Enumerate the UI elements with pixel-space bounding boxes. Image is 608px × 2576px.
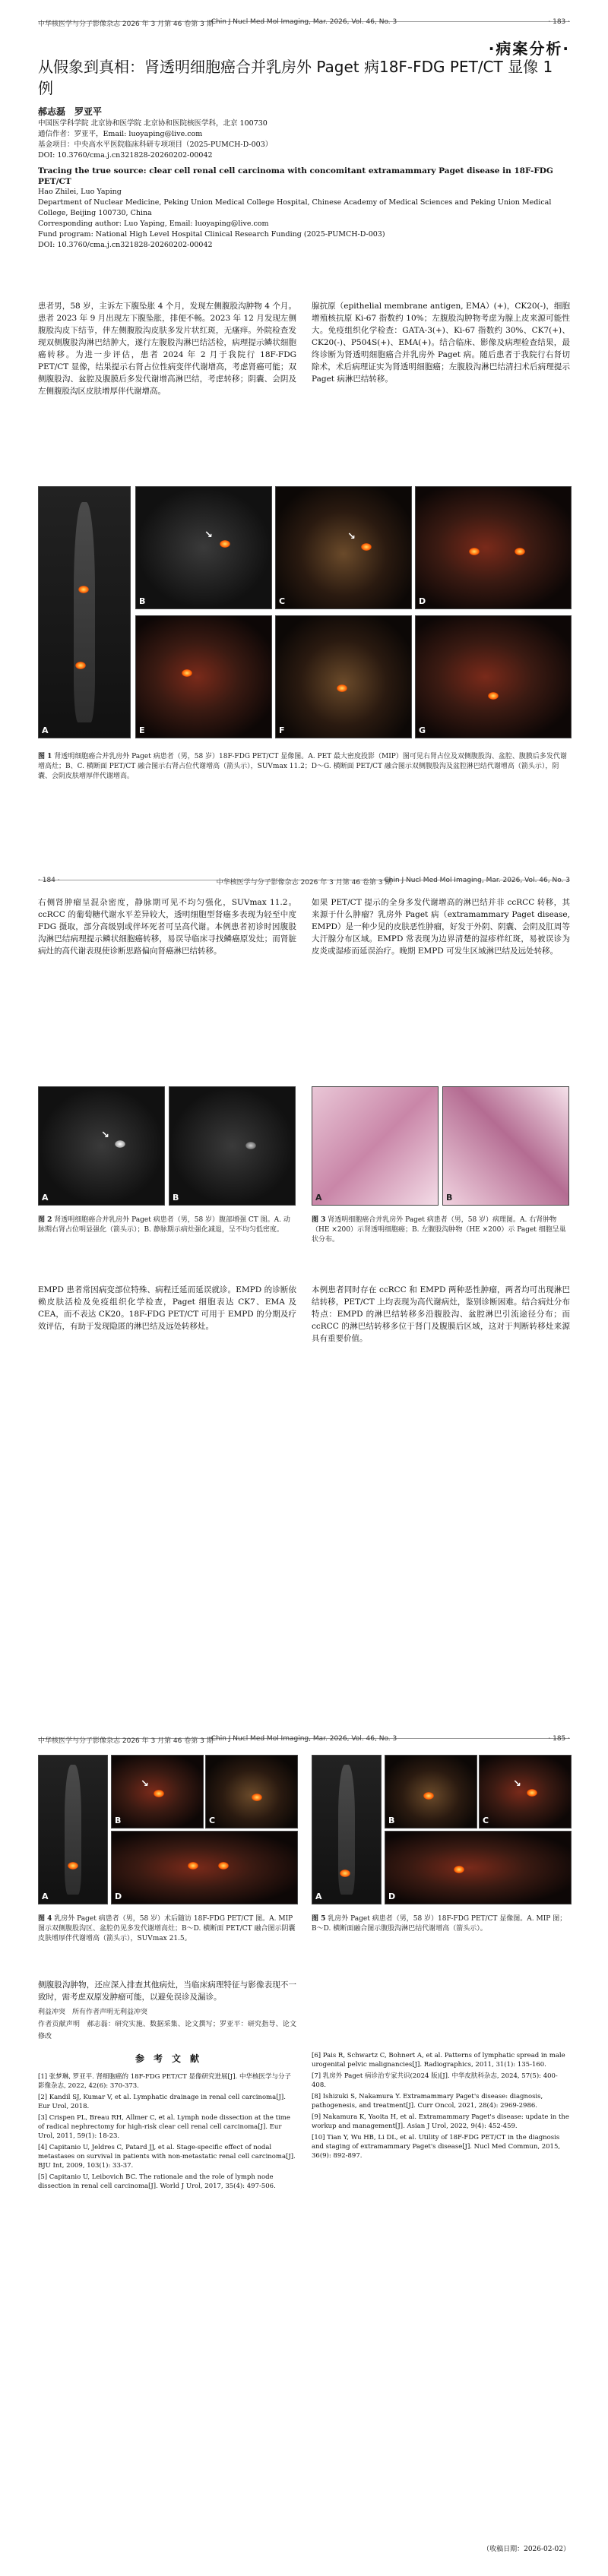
running-head	[38, 877, 570, 887]
panel-label: A	[315, 1892, 322, 1901]
panel-label: B	[388, 1816, 395, 1825]
reference-item: [5] Capitanio U, Leibovich BC. The rationale and the role of lymph node dissection in renal cell carcinoma[J]. World J Urol, 2017, 35(4): 497-506.	[38, 2173, 276, 2190]
figure-1-caption	[38, 752, 570, 782]
article-title: 从假象到真相：肾透明细胞癌合并乳房外 Paget 病18F-FDG PET/CT 显像 1 例	[38, 58, 553, 97]
figure-3	[312, 1086, 570, 1208]
page-2	[0, 858, 608, 1717]
english-authors: Hao Zhilei, Luo Yaping	[38, 188, 122, 196]
figure-1	[38, 486, 570, 744]
panel-label: G	[419, 725, 426, 735]
panel-label: D	[115, 1892, 122, 1901]
english-fund: Fund program: National High Level Hospital Clinical Research Funding (2025-PUMCH-D-003)	[38, 230, 385, 239]
references-right	[312, 2051, 570, 2163]
figure-4-caption	[38, 1914, 296, 1944]
panel-label: B	[139, 596, 146, 606]
authors: 郝志磊 罗亚平	[38, 106, 103, 117]
figure-3-caption-title: 图 3	[312, 1216, 326, 1224]
affiliation: 中国医学科学院 北京协和医学院 北京协和医院核医学科，北京 100730	[38, 119, 268, 128]
body-right-column: 如果 PET/CT 提示的全身多发代谢增高的淋巴结并非 ccRCC 转移，其来源于什么肿瘤？乳房外 Paget 病（extramammary Paget disease, EMPD）是一种少见的皮肤恶性肿瘤，好发于外阴、阴囊、会阴及肛周等大汗腺分布区域。EMPD 常表现为边界清楚的湿疹样红斑，易被误诊为皮炎或湿疹而延误治疗。晚期 EMPD 可发生区域淋巴结及远处转移。	[312, 898, 570, 956]
references-heading: 参 考 文 献	[135, 2053, 199, 2064]
body-right-column-2: 本例患者同时存在 ccRCC 和 EMPD 两种恶性肿瘤，两者均可出现淋巴结转移，PET/CT 上均表现为高代谢病灶，鉴别诊断困难。结合病灶分布特点：EMPD 的淋巴结转移多沿腹股沟、盆腔淋巴引流途径分布；而 ccRCC 的淋巴结转移多位于肾门及腹膜后区域，这对于判断转移灶来源具有重要价值。	[312, 1285, 570, 1343]
body-left-column: 患者男，58 岁，主诉左下腹坠胀 4 个月，发现左侧腹股沟肿物 4 个月。患者 2023 年 9 月出现左下腹坠胀，排便不畅。2023 年 12 月发现左侧腹股沟皮下结节，伴左侧腹股沟皮肤多发片状红斑，无瘙痒。外院检查发现双侧腹股沟淋巴结肿大，遂行左腹股沟淋巴结活检，病理提示鳞状细胞癌转移。为进一步评估，患者 2024 年 2 月于我院行 18F-FDG PET/CT 显像，结果提示右肾占位性病变伴代谢增高，考虑肾癌可能；双侧腹股沟、盆腔及腹膜后多发代谢增高淋巴结，考虑转移；阴囊、会阴及左侧腹股沟区皮肤增厚伴代谢增高。	[38, 302, 296, 396]
panel-label: F	[279, 725, 285, 735]
figure-5-caption-title: 图 5	[312, 1915, 326, 1923]
figure-2-caption-text: 肾透明细胞癌合并乳房外 Paget 病患者（男，58 岁）腹部增强 CT 图。A. 动脉期右肾占位明显强化（箭头示）；B. 静脉期示病灶强化减退，呈不均匀低密度。	[38, 1216, 290, 1234]
closing-text	[38, 1979, 570, 2055]
figure-5-caption-text: 乳房外 Paget 病患者（男，58 岁）18F-FDG PET/CT 显像图。A. MIP 图；B～D. 横断面融合图示腹股沟淋巴结代谢增高（箭头示）。	[312, 1915, 567, 1933]
english-affiliation: Department of Nuclear Medicine, Peking Union Medical College Hospital, Chinese Academy of Medical Sciences and Peking Union Medical College, Beijing 100730, China	[38, 198, 552, 217]
panel-label: A	[315, 1193, 322, 1203]
figure-1-panel-b: ↘ B	[135, 486, 272, 609]
page-1	[0, 0, 608, 858]
figure-5-panel-c: ↘ C	[479, 1755, 572, 1828]
doi: DOI: 10.3760/cma.j.cn321828-20260202-00042	[38, 151, 213, 160]
running-head	[38, 1735, 570, 1745]
panel-label: E	[139, 725, 145, 735]
figure-1-panel-g	[415, 615, 572, 738]
page-number: · 184 ·	[38, 877, 60, 884]
figure-4	[38, 1755, 296, 1907]
figure-5-panel-d	[385, 1831, 572, 1904]
page-3	[0, 1717, 608, 2576]
panel-label: A	[42, 1193, 49, 1203]
running-head-center: 中华核医学与分子影像杂志 2026 年 3 月第 46 卷第 3 期	[216, 879, 392, 887]
fund: 基金项目：中央高水平医院临床科研专项项目（2025-PUMCH-D-003）	[38, 141, 273, 149]
body-columns-top	[38, 896, 570, 1094]
figure-3-caption	[312, 1215, 570, 1245]
body-left-column-2: EMPD 患者常因病变部位特殊、病程迁延而延误就诊。EMPD 的诊断依赖皮肤活检及免疫组织化学检查，Paget 细胞表达 CK7、EMA 及 CEA，而不表达 CK20。18F-FDG PET/CT 可用于 EMPD 的分期及疗效评估，有助于发现隐匿的淋巴结及远处转移灶。	[38, 1285, 296, 1331]
figure-1-panel-a	[38, 486, 131, 738]
panel-label: A	[42, 1892, 49, 1901]
reference-item: [1] 张梦琳, 罗亚平. 肾细胞癌的 18F-FDG PET/CT 显像研究进展[J]. 中华核医学与分子影像杂志, 2022, 42(6): 370-373.	[38, 2073, 291, 2090]
panel-label: B	[446, 1193, 453, 1203]
panel-label: C	[483, 1816, 489, 1825]
page-number: · 185 ·	[548, 1735, 570, 1743]
figure-4-caption-title: 图 4	[38, 1915, 52, 1923]
figure-2-caption	[38, 1215, 296, 1235]
corresponding-author: 通信作者：罗亚平，Email: luoyaping@live.com	[38, 130, 203, 138]
figure-5	[312, 1755, 570, 1907]
panel-label: B	[173, 1193, 179, 1203]
panel-label: D	[419, 596, 426, 606]
figure-5-caption	[312, 1914, 570, 1934]
references	[38, 2051, 570, 2507]
reference-item: [3] Crispen PL, Breau RH, Allmer C, et al. Lymph node dissection at the time of radical nephrectomy for high-risk clear cell renal cell carcinoma[J]. Eur Urol, 2011, 59(1): 18-23.	[38, 2114, 290, 2140]
figure-4-panel-b: ↘ B	[111, 1755, 204, 1828]
figure-1-panel-f	[275, 615, 412, 738]
reference-item: [2] Kandil SJ, Kumar V, et al. Lymphatic drainage in renal cell carcinoma[J]. Eur Urol, 2018.	[38, 2094, 286, 2110]
conflict-statement: 利益冲突 所有作者声明无利益冲突	[38, 2009, 148, 2016]
figure-2	[38, 1086, 296, 1208]
figure-1-caption-title: 图 1	[38, 753, 52, 760]
body-right-column: 腺抗原（epithelial membrane antigen, EMA）(+)，CK20(-)，细胞增殖核抗原 Ki-67 指数约 10%；左腹股沟肿物考虑为腺上皮来源可能性大。免疫组织化学检查：GATA-3(+)、Ki-67 指数约 30%、CK7(+)、CK20(-)、P504S(+)、EMA(+)。结合临床、影像及病理检查结果，最终诊断为肾透明细胞癌合并乳房外 Paget 病。随后患者于我院行右肾切除术，术后病理证实为肾透明细胞癌；左腹股沟淋巴结清扫术后病理提示 Paget 病淋巴结转移。	[312, 302, 570, 384]
running-head-left: 中华核医学与分子影像杂志 2026 年 3 月第 46 卷第 3 期	[38, 1737, 214, 1745]
reference-item: [6] Pais R, Schwartz C, Bohnert A, et al. Patterns of lymphatic spread in male urogenital pelvic malignancies[J]. Radiographics, 2011, 31(1): 135-160.	[312, 2052, 565, 2069]
panel-label: C	[279, 596, 286, 606]
figure-1-panel-c: ↘ C	[275, 486, 412, 609]
figure-1-panel-e	[135, 615, 272, 738]
article-meta	[38, 106, 570, 251]
references-left	[38, 2072, 296, 2193]
english-corresponding: Corresponding author: Luo Yaping, Email: luoyaping@live.com	[38, 220, 269, 228]
figure-1-panel-d	[415, 486, 572, 609]
figure-3-panel-a	[312, 1086, 439, 1206]
reference-item: [8] Ishizuki S, Nakamura Y. Extramammary Paget's disease: diagnosis, pathogenesis, and treatment[J]. Curr Oncol, 2021, 28(4): 2969-2986.	[312, 2093, 543, 2110]
panel-label: A	[42, 725, 49, 735]
section-tag: ·病案分析·	[488, 40, 570, 58]
body-columns-bottom	[38, 1284, 570, 1664]
figure-3-caption-text: 肾透明细胞癌合并乳房外 Paget 病患者（男，58 岁）病理图。A. 右肾肿物（HE ×200）示肾透明细胞癌；B. 左腹股沟肿物（HE ×200）示 Paget 细胞呈巢状分布。	[312, 1216, 566, 1244]
closing-left	[38, 1979, 296, 2043]
figure-5-panel-a	[312, 1755, 382, 1904]
running-head-left: 中华核医学与分子影像杂志 2026 年 3 月第 46 卷第 3 期	[38, 21, 214, 28]
running-head-center: Chin J Nucl Med Mol Imaging, Mar. 2026, Vol. 46, No. 3	[211, 18, 397, 26]
figure-2-caption-title: 图 2	[38, 1216, 52, 1224]
figure-4-panel-c	[205, 1755, 298, 1828]
running-head	[38, 18, 570, 28]
figure-3-panel-b	[442, 1086, 569, 1206]
body-text: 侧腹股沟肿物，还应深入排查其他病灶，当临床病理特征与影像表现不一致时，需考虑双原发肿瘤可能，以避免误诊及漏诊。	[38, 1980, 296, 2002]
reference-item: [7] 乳房外 Paget 病诊治专家共识(2024 版)[J]. 中华皮肤科杂志, 2024, 57(5): 400-408.	[312, 2072, 558, 2089]
figure-5-panel-b	[385, 1755, 477, 1828]
received-date: （收稿日期：2026-02-02）	[483, 2546, 570, 2553]
figure-4-caption-text: 乳房外 Paget 病患者（男，58 岁）术后随访 18F-FDG PET/CT 图。A. MIP 图示双侧腹股沟区、盆腔仍见多发代谢增高灶；B～D. 横断面 PET/CT 融合图示阴囊皮肤增厚伴代谢增高（箭头示），SUVmax 21.5。	[38, 1915, 296, 1942]
figure-4-panel-d	[111, 1831, 298, 1904]
running-head-center: Chin J Nucl Med Mol Imaging, Mar. 2026, Vol. 46, No. 3	[211, 1735, 397, 1743]
body-columns	[38, 300, 570, 498]
reference-item: [10] Tian Y, Wu HB, Li DL, et al. Utility of 18F-FDG PET/CT in the diagnosis and staging of extramammary Paget's disease[J]. Nucl Med Commun, 2015, 36(9): 892-897.	[312, 2134, 561, 2160]
figure-2-panel-b	[169, 1086, 296, 1206]
english-title: Tracing the true source: clear cell renal cell carcinoma with concomitant extramammary Paget disease in 18F-FDG PET/CT	[38, 166, 553, 186]
panel-label: D	[388, 1892, 396, 1901]
page-number: · 183 ·	[548, 18, 570, 26]
reference-item: [4] Capitanio U, Jeldres C, Patard JJ, et al. Stage-specific effect of nodal metastases on survival in patients with non-metastatic renal cell carcinoma[J]. BJU Int, 2009, 103(1): 33-37.	[38, 2144, 296, 2170]
figure-2-panel-a: ↘ A	[38, 1086, 165, 1206]
contribution-statement: 作者贡献声明 郝志磊：研究实施、数据采集、论文撰写；罗亚平：研究指导、论文修改	[38, 2021, 296, 2040]
reference-item: [9] Nakamura K, Yaoita H, et al. Extramammary Paget's disease: update in the workup and management[J]. Asian J Urol, 2022, 9(4): 452-459.	[312, 2113, 569, 2130]
figure-4-panel-a	[38, 1755, 108, 1904]
panel-label: B	[115, 1816, 122, 1825]
english-abstract	[38, 166, 570, 251]
figure-1-caption-text: 肾透明细胞癌合并乳房外 Paget 病患者（男，58 岁）18F-FDG PET/CT 显像图。A. PET 最大密度投影（MIP）图可见右肾占位及双侧腹股沟、盆腔、腹膜后多发代谢增高灶；B、C. 横断面 PET/CT 融合图示右肾占位代谢增高（箭头示），SUVmax 11.2；D～G. 横断面 PET/CT 融合图示双侧腹股沟及盆腔淋巴结代谢增高（箭头示），阴囊、会阴皮肤增厚伴代谢增高。	[38, 753, 567, 780]
body-left-column: 右侧肾肿瘤呈混杂密度，静脉期可见不均匀强化，SUVmax 11.2。ccRCC 的葡萄糖代谢水平差异较大，透明细胞型肾癌多表现为轻至中度 FDG 摄取，部分高级别或伴坏死者可呈高代谢。本例患者初诊时因腹股沟淋巴结病理提示鳞状细胞癌转移，易误导临床寻找鳞癌原发灶；而肾脏病灶的高代谢表现使诊断思路偏向肾癌淋巴结转移。	[38, 898, 296, 956]
panel-label: C	[209, 1816, 216, 1825]
english-doi: DOI: 10.3760/cma.j.cn321828-20260202-00042	[38, 241, 213, 249]
running-head-right: Chin J Nucl Med Mol Imaging, Mar. 2026, Vol. 46, No. 3	[384, 877, 570, 884]
